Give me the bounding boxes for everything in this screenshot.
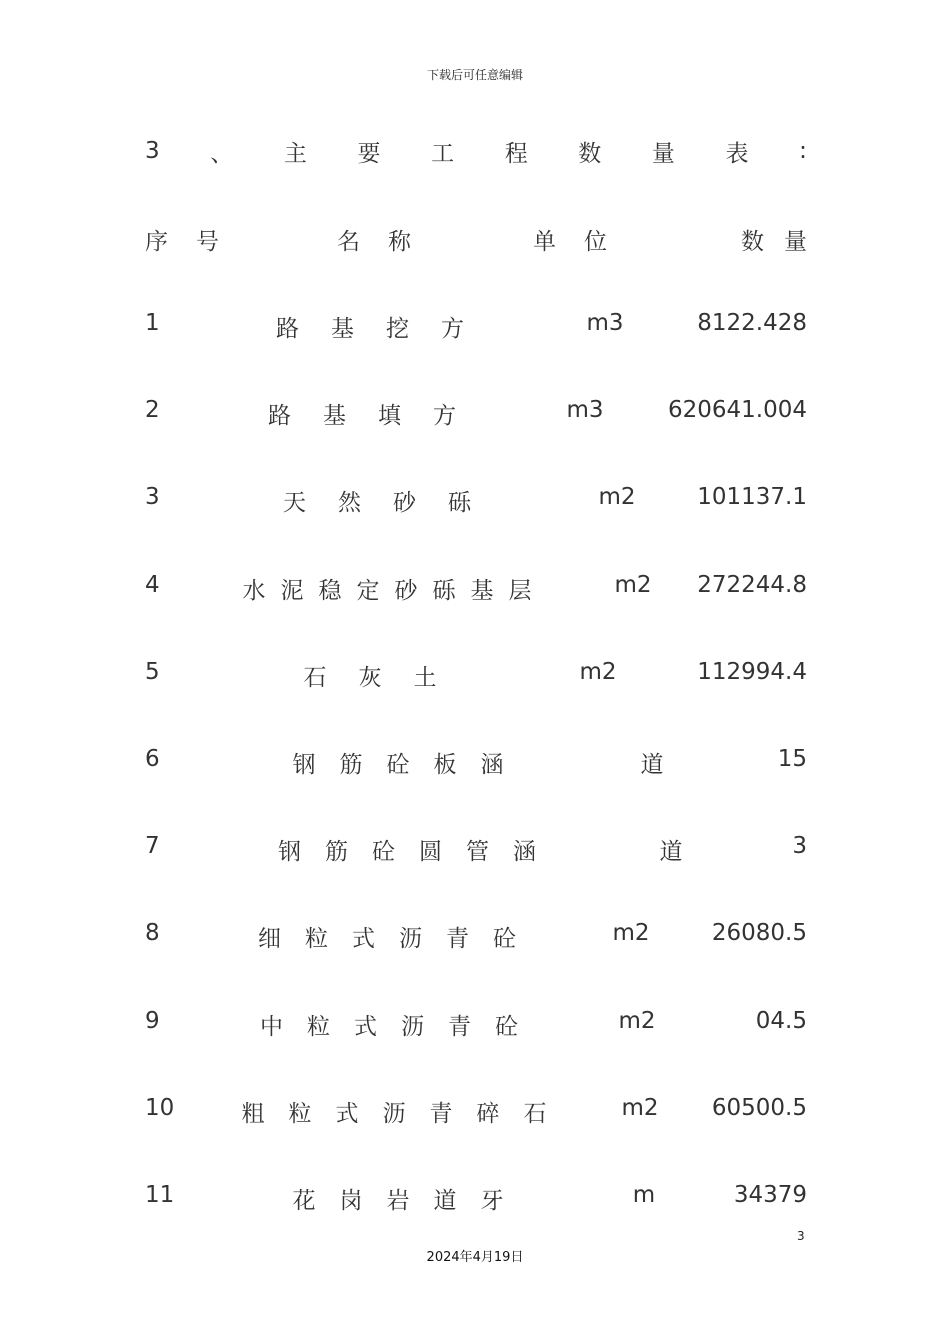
row-quantity: 26080.5 — [711, 920, 807, 947]
row-quantity: 15 — [777, 746, 807, 772]
title-char: 、 — [210, 140, 234, 167]
row-unit: m2 — [612, 920, 650, 947]
row-quantity: 112994.4 — [697, 658, 807, 685]
row-number: 7 — [145, 833, 160, 860]
row-name: 钢筋砼板涵 — [292, 752, 528, 778]
row-name: 天然砂砾 — [283, 490, 503, 517]
page-header: 下载后可任意编辑 — [426, 68, 523, 82]
row-number: 11 — [145, 1182, 175, 1208]
row-quantity: 620641.004 — [667, 397, 807, 424]
row-quantity: 8122.428 — [697, 310, 807, 336]
row-unit: m2 — [621, 1094, 659, 1121]
table-row — [145, 659, 807, 689]
row-unit: m2 — [598, 484, 636, 511]
row-name: 钢筋砼圆管涵 — [278, 839, 560, 866]
row-name: 中粒式沥青砼 — [260, 1013, 542, 1040]
title-char: 量 — [651, 140, 675, 167]
row-unit: m2 — [579, 658, 617, 685]
table-row — [145, 746, 807, 776]
row-quantity: 60500.5 — [711, 1094, 807, 1121]
row-quantity: 34379 — [733, 1182, 807, 1208]
row-quantity: 101137.1 — [697, 484, 807, 511]
row-name: 路基填方 — [268, 403, 488, 430]
row-number: 8 — [145, 920, 160, 947]
section-title — [145, 136, 807, 166]
row-name: 石灰土 — [303, 664, 469, 691]
title-char: 要 — [357, 140, 381, 167]
table-row — [145, 1095, 807, 1125]
row-unit: 道 — [640, 752, 664, 778]
row-quantity: 272244.8 — [697, 571, 807, 598]
column-header-name: 名称 — [337, 229, 439, 255]
row-unit: m3 — [586, 310, 624, 336]
title-char: : — [799, 138, 807, 164]
row-number: 10 — [145, 1094, 175, 1121]
row-quantity: 04.5 — [755, 1007, 807, 1034]
row-number: 9 — [145, 1007, 160, 1034]
row-number: 3 — [145, 484, 160, 511]
title-char: 工 — [431, 140, 455, 167]
column-header-no: 序号 — [145, 229, 247, 255]
table-row — [145, 397, 807, 430]
title-char: 主 — [283, 140, 307, 167]
page-footer-date: 2024年4月19日 — [426, 1250, 524, 1265]
row-unit: 道 — [659, 839, 683, 866]
row-unit: m — [632, 1182, 656, 1208]
row-unit: m2 — [618, 1007, 656, 1034]
table-row — [145, 310, 807, 340]
row-name: 水泥稳定砂砾基层 — [242, 577, 547, 604]
table-row — [145, 572, 807, 602]
row-name: 细粒式沥青砼 — [258, 926, 540, 953]
table-row — [145, 833, 807, 866]
title-char: 数 — [578, 140, 602, 167]
row-unit: m2 — [614, 571, 652, 598]
table-row — [145, 920, 807, 953]
row-name: 粗粒式沥青碎石 — [241, 1100, 571, 1127]
table-row — [145, 1182, 807, 1212]
row-name: 花岗岩道牙 — [292, 1188, 528, 1214]
column-header-qty: 数量 — [741, 229, 827, 255]
title-char: 程 — [504, 140, 528, 167]
title-char: 表 — [725, 140, 749, 167]
title-char: 3 — [145, 138, 160, 164]
page-number: 3 — [797, 1229, 805, 1243]
row-number: 1 — [145, 310, 160, 336]
row-number: 4 — [145, 571, 160, 598]
row-number: 6 — [145, 746, 160, 772]
table-row — [145, 484, 807, 517]
row-unit: m3 — [566, 397, 604, 424]
row-quantity: 3 — [792, 833, 807, 860]
column-header-unit: 单位 — [533, 229, 635, 255]
row-number: 5 — [145, 658, 160, 685]
table-header-row — [145, 223, 827, 255]
table-row — [145, 1008, 807, 1038]
row-name: 路基挖方 — [276, 316, 496, 342]
row-number: 2 — [145, 397, 160, 424]
